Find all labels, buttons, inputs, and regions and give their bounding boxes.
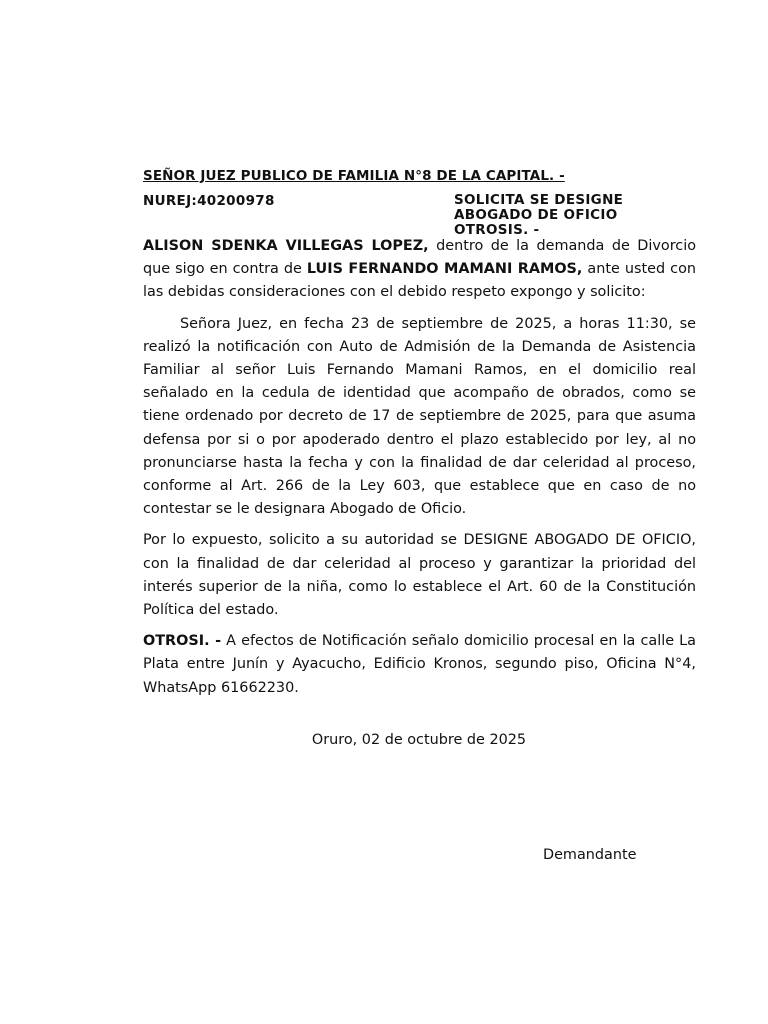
document-body <box>143 235 696 708</box>
intro-text-1: dentro de la demanda de Divorcio que sigo en contra de <box>143 238 697 278</box>
addressee-heading: SEÑOR JUEZ PUBLICO DE FAMILIA N°8 DE LA CAPITAL. - <box>143 168 565 184</box>
petitioner-name: ALISON SDENKA VILLEGAS LOPEZ, <box>143 238 429 254</box>
sumilla-block <box>454 193 623 238</box>
place-date: Oruro, 02 de octubre de 2025 <box>311 732 527 748</box>
request-paragraph: Por lo expuesto, solicito a su autoridad se DESIGNE ABOGADO DE OFICIO, con la finalidad de dar celeridad al proceso y garantizar la prioridad del interés superior de la niña, como lo establece el Art. 60 de la Constitución Política del estado. <box>143 532 696 619</box>
intro-paragraph <box>143 235 696 305</box>
facts-paragraph: Señora Juez, en fecha 23 de septiembre de 2025, a horas 11:30, se realizó la notificación con Auto de Admisión de la Demanda de Asistencia Familiar al señor Luis Fernando Mamani Ramos, en el domicilio real señalado en la cedula de identidad que acompaño de obrados, como se tiene ordenado por decreto de 17 de septiembre de 2025, para que asuma defensa por si o por apoderado dentro el plazo establecido por ley, al no pronunciarse hasta la fecha y con la finalidad de dar celeridad al proceso, conforme al Art. 266 de la Ley 603, que establece que en caso de no contestar se le designara Abogado de Oficio. <box>143 315 696 518</box>
otrosi-text: A efectos de Notificación señalo domicilio procesal en la calle La Plata entre Junín y Ayacucho, Edificio Kronos, segundo piso, Oficina N°4, WhatsApp 61662230. <box>143 633 696 696</box>
intro-text-2: ante usted con las debidas consideraciones con el debido respeto expongo y solicito: <box>143 261 697 301</box>
sumilla-line-3: OTROSIS. - <box>454 222 540 238</box>
respondent-name: LUIS FERNANDO MAMANI RAMOS, <box>306 261 583 278</box>
otrosi-label: OTROSI. - <box>143 633 222 650</box>
signature-label: Demandante <box>543 847 637 863</box>
sumilla-line-2: ABOGADO DE OFICIO <box>454 207 618 223</box>
case-number: NUREJ:40200978 <box>143 193 275 209</box>
sumilla-line-1: SOLICITA SE DESIGNE <box>454 192 624 208</box>
otrosi-paragraph <box>143 630 696 700</box>
